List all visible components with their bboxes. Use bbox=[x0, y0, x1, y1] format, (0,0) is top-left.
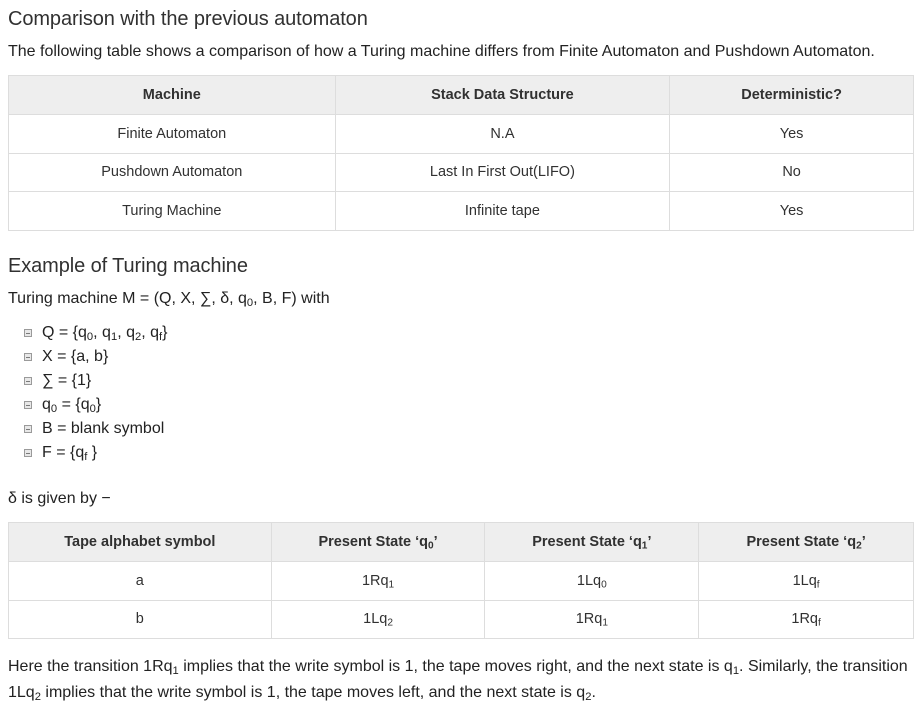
text-run: } bbox=[162, 324, 168, 341]
table-row bbox=[9, 153, 914, 192]
comparison-table bbox=[8, 75, 914, 231]
transition-subscript: f bbox=[816, 579, 820, 591]
text-run: } bbox=[95, 396, 102, 413]
square-bullet-icon bbox=[24, 353, 32, 361]
transition-subscript: 0 bbox=[601, 579, 607, 591]
text-run: X = {a, b} bbox=[42, 348, 109, 365]
header-subscript: 0 bbox=[428, 540, 434, 552]
cell-tape-symbol: a bbox=[9, 562, 272, 601]
table-row bbox=[9, 115, 914, 154]
cell-deterministic: Yes bbox=[670, 192, 914, 231]
list-item bbox=[24, 441, 167, 465]
subscript: 1 bbox=[732, 664, 740, 677]
tuple-definition-list bbox=[24, 321, 167, 465]
cell-transition bbox=[699, 562, 914, 601]
list-item-text bbox=[42, 393, 101, 417]
cell-transition bbox=[271, 562, 485, 601]
intro-text: Turing machine M = (Q, X, ∑, δ, q bbox=[8, 290, 247, 307]
square-bullet-icon bbox=[24, 449, 32, 457]
transition-subscript: 2 bbox=[387, 617, 393, 629]
text-run: , q bbox=[93, 324, 111, 341]
text-run: , q bbox=[117, 324, 135, 341]
subscript: 1 bbox=[110, 330, 118, 343]
cell-transition bbox=[271, 600, 485, 639]
table-row bbox=[9, 192, 914, 231]
transition-text: 1Rq bbox=[575, 611, 603, 628]
cell-machine: Finite Automaton bbox=[9, 115, 336, 154]
cell-transition bbox=[485, 600, 699, 639]
subscript: 1 bbox=[172, 664, 179, 677]
cell-deterministic: Yes bbox=[670, 115, 914, 154]
transition-text: 1Lq bbox=[792, 572, 817, 589]
square-bullet-icon bbox=[24, 329, 32, 337]
transition-text: 1Lq bbox=[576, 572, 602, 589]
cell-stack: Last In First Out(LIFO) bbox=[335, 153, 670, 192]
text-run: Here the transition 1Rq bbox=[8, 658, 173, 675]
list-item bbox=[24, 345, 167, 369]
list-item-text bbox=[42, 417, 164, 441]
header-text: Present State ‘q bbox=[318, 534, 429, 550]
list-item-text bbox=[42, 321, 167, 345]
intro-text: , B, F) with bbox=[253, 290, 330, 307]
subscript: 0 bbox=[50, 402, 58, 415]
transition-subscript: 1 bbox=[602, 617, 608, 629]
subscript: 0 bbox=[89, 402, 96, 415]
square-bullet-icon bbox=[24, 401, 32, 409]
square-bullet-icon bbox=[24, 377, 32, 385]
comparison-heading: Comparison with the previous automaton bbox=[8, 8, 368, 30]
transition-text: 1Lq bbox=[363, 611, 388, 628]
subscript: f bbox=[159, 330, 163, 343]
text-run: Q = {q bbox=[42, 324, 87, 341]
header-subscript: 1 bbox=[641, 540, 648, 552]
column-header-deterministic: Deterministic? bbox=[670, 76, 914, 115]
column-header-state-q0 bbox=[271, 523, 485, 562]
transition-text: 1Rq bbox=[361, 572, 389, 589]
list-item bbox=[24, 417, 167, 441]
transition-explanation bbox=[8, 654, 918, 706]
table-header-row bbox=[9, 76, 914, 115]
list-item bbox=[24, 321, 167, 345]
cell-transition bbox=[485, 562, 699, 601]
text-run: q bbox=[42, 396, 51, 413]
list-item-text bbox=[42, 441, 97, 465]
subscript: 2 bbox=[585, 690, 592, 703]
cell-stack: Infinite tape bbox=[335, 192, 670, 231]
subscript: 0 bbox=[86, 330, 94, 343]
table-row bbox=[9, 600, 914, 639]
list-item bbox=[24, 369, 167, 393]
text-run: B = blank symbol bbox=[42, 420, 165, 437]
intro-subscript: 0 bbox=[246, 296, 254, 309]
cell-transition bbox=[699, 600, 914, 639]
header-text: Present State ‘q bbox=[532, 534, 642, 550]
comparison-intro: The following table shows a comparison of how a Turing machine differs from Finite Automaton and Pushdown Automaton. bbox=[8, 43, 875, 60]
cell-deterministic: No bbox=[670, 153, 914, 192]
text-run: . bbox=[591, 684, 596, 701]
text-run: , q bbox=[141, 324, 160, 341]
text-run: ∑ = {1} bbox=[42, 372, 92, 389]
transition-subscript: 1 bbox=[388, 579, 395, 591]
list-item bbox=[24, 393, 167, 417]
text-run: implies that the write symbol is 1, the tape moves left, and the next state is q bbox=[40, 684, 586, 701]
text-run: . Similarly, the transition 1Lq bbox=[8, 658, 908, 701]
subscript: 2 bbox=[134, 330, 142, 343]
header-text: ’ bbox=[647, 534, 652, 550]
table-row bbox=[9, 562, 914, 601]
table-header-row bbox=[9, 523, 914, 562]
text-run: = {q bbox=[57, 396, 90, 413]
cell-tape-symbol: b bbox=[9, 600, 272, 639]
column-header-state-q1 bbox=[485, 523, 699, 562]
text-run: } bbox=[87, 444, 98, 461]
list-item-text bbox=[42, 345, 108, 369]
list-item-text bbox=[42, 369, 91, 393]
transition-text: 1Rq bbox=[791, 611, 818, 628]
subscript: 2 bbox=[34, 690, 41, 703]
column-header-state-q2 bbox=[699, 523, 914, 562]
cell-machine: Pushdown Automaton bbox=[9, 153, 336, 192]
text-run: implies that the write symbol is 1, the tape moves right, and the next state is q bbox=[178, 658, 733, 675]
transition-table bbox=[8, 522, 914, 639]
header-subscript: 2 bbox=[856, 540, 862, 552]
transition-subscript: f bbox=[818, 617, 821, 629]
delta-intro: δ is given by − bbox=[8, 490, 111, 507]
header-text: ’ bbox=[861, 534, 866, 550]
column-header-tape-symbol: Tape alphabet symbol bbox=[9, 523, 272, 562]
column-header-machine: Machine bbox=[9, 76, 336, 115]
cell-machine: Turing Machine bbox=[9, 192, 336, 231]
column-header-stack: Stack Data Structure bbox=[335, 76, 670, 115]
header-text: Present State ‘q bbox=[746, 534, 857, 550]
cell-stack: N.A bbox=[335, 115, 670, 154]
text-run: F = {q bbox=[42, 444, 85, 461]
example-intro bbox=[8, 287, 330, 311]
subscript: f bbox=[84, 450, 88, 463]
square-bullet-icon bbox=[24, 425, 32, 433]
header-text: ’ bbox=[433, 534, 438, 550]
example-heading: Example of Turing machine bbox=[8, 255, 248, 277]
